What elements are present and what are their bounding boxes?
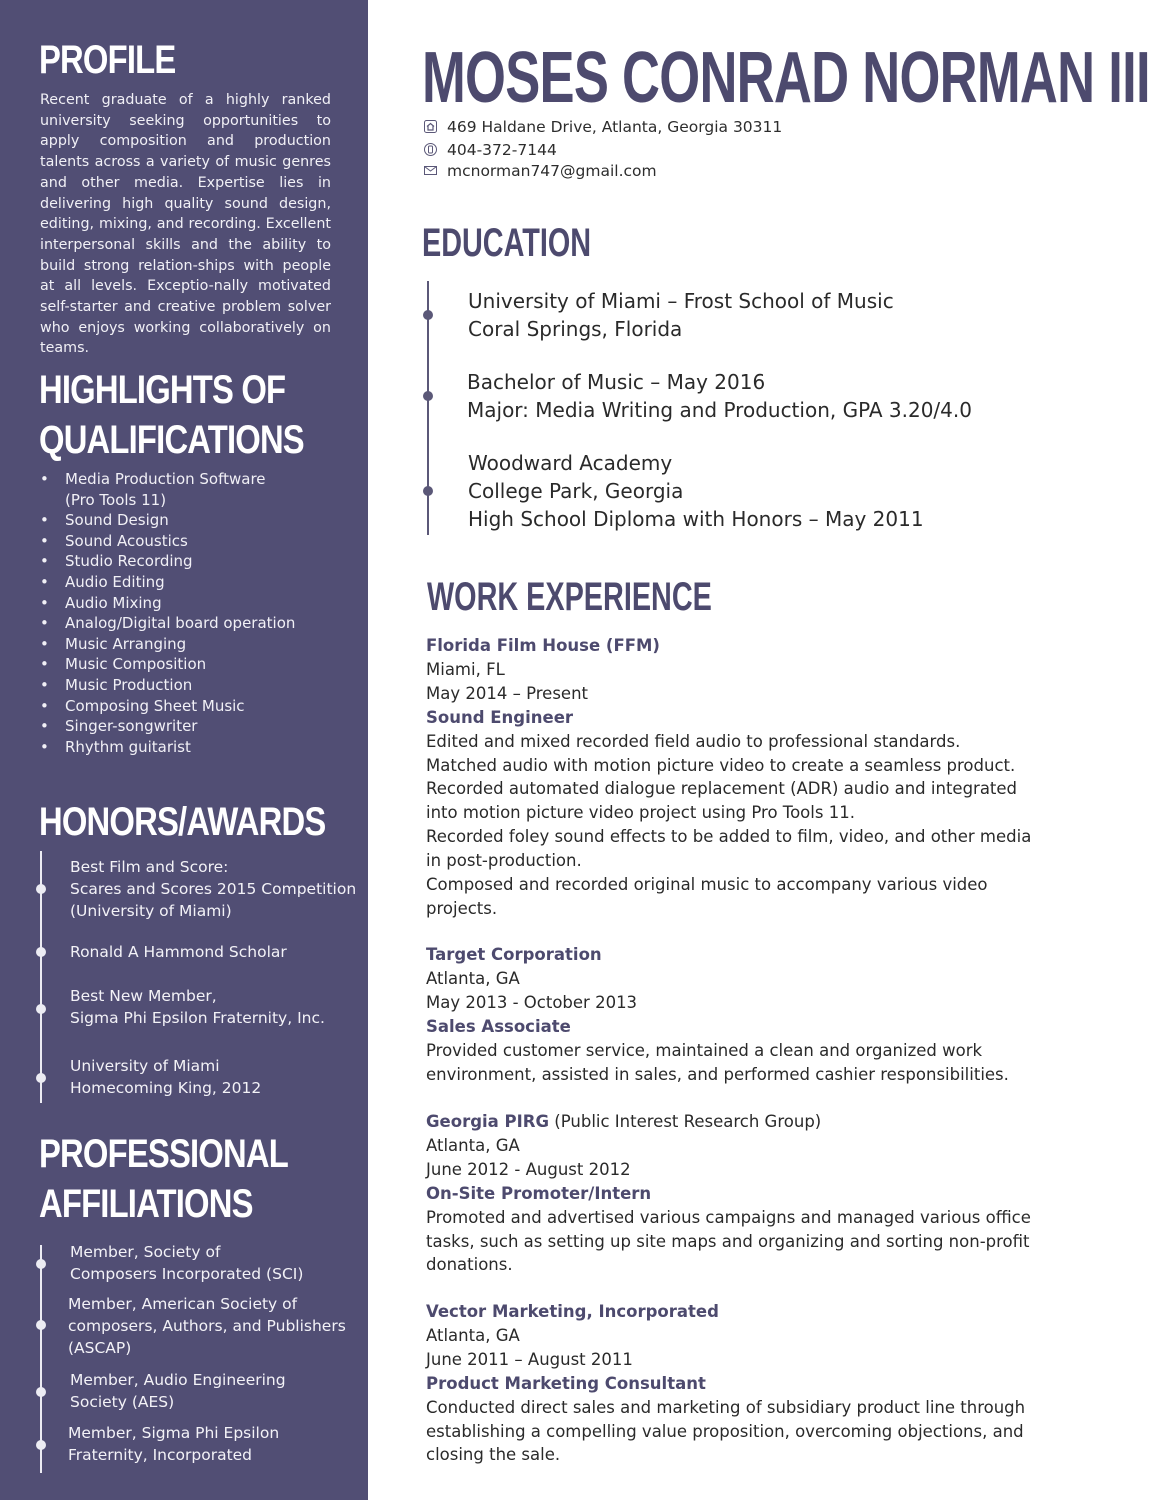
job-description: Provided customer service, maintained a clean and organized work environment, assisted in sales, and performed cashier responsibilities. (426, 1040, 1009, 1084)
company-name: Vector Marketing, Incorporated (426, 1302, 719, 1321)
applicant-name: MOSES CONRAD NORMAN III (422, 38, 1150, 118)
education-heading: EDUCATION (422, 221, 592, 265)
timeline-dot (36, 1440, 46, 1450)
home-icon (424, 120, 437, 133)
job-dates: June 2011 – August 2011 (426, 1349, 633, 1369)
education-entry: Bachelor of Music – May 2016 Major: Media Writing and Production, GPA 3.20/4.0 (467, 370, 972, 422)
job-dates: June 2012 - August 2012 (426, 1159, 631, 1179)
honors-heading: HONORS/AWARDS (39, 800, 326, 844)
education-entry: Woodward Academy College Park, Georgia High School Diploma with Honors – May 2011 (468, 451, 924, 531)
timeline-dot (36, 1073, 46, 1083)
job-location: Miami, FL (426, 659, 505, 679)
work-heading: WORK EXPERIENCE (427, 575, 712, 619)
timeline-dot (423, 310, 433, 320)
list-item: • Analog/Digital board operation (40, 613, 360, 634)
list-item: • Singer-songwriter (40, 716, 360, 737)
profile-text: Recent graduate of a highly ranked university seeking opportunities to apply composition and production talents across a variety of music genres and other media. Expertise lies in delivering high quality sound design, editing, mixing, and recording. Excellent interpersonal skills and the ability to build strong relation-ships with people at all levels. Exceptio-nally motivated self-starter and creative problem solver who enjoys working collaboratively on teams. (40, 92, 331, 357)
company-name: Target Corporation (426, 945, 602, 964)
list-item: • Music Production (40, 675, 360, 696)
contact-address: 469 Haldane Drive, Atlanta, Georgia 30311 (424, 117, 782, 137)
qualifications-list (40, 469, 360, 757)
qualifications-heading-line1: HIGHLIGHTS OF (39, 368, 286, 412)
list-item: • Sound Design (40, 510, 360, 531)
affiliation-item: Member, Audio Engineering Society (AES) (70, 1371, 286, 1411)
list-item: • Music Arranging (40, 634, 360, 655)
list-item: • Composing Sheet Music (40, 696, 360, 717)
job-description: Conducted direct sales and marketing of subsidiary product line through establishing a compelling value proposition, overcoming objections, and closing the sale. (426, 1397, 1026, 1465)
affiliation-item: Member, Sigma Phi Epsilon Fraternity, Incorporated (68, 1424, 280, 1464)
job-entry: Georgia PIRG (Public Interest Research Group) Atlanta, GA June 2012 - August 2012 On-Site Promoter/Intern Promoted and advertised various campaigns and managed various office tasks, such as setting up site maps and organizing and sorting non-profit donations. (426, 1110, 1036, 1277)
job-dates: May 2013 - October 2013 (426, 992, 638, 1012)
job-title: Sound Engineer (426, 707, 574, 727)
timeline-dot (36, 1259, 46, 1269)
company-name: Georgia PIRG (426, 1112, 550, 1131)
job-entry (426, 634, 1036, 921)
contact-phone: 404-372-7144 (424, 140, 557, 160)
honor-item: University of Miami Homecoming King, 2012 (70, 1057, 262, 1097)
affiliations-timeline-line (40, 1245, 42, 1473)
job-location: Atlanta, GA (426, 1135, 520, 1155)
qualifications-heading-line2: QUALIFICATIONS (39, 418, 304, 462)
job-description: Edited and mixed recorded field audio to professional standards. Matched audio with motion picture video to create a seamless product. Recorded automated dialogue replacement (ADR) audio and integrated into motion picture video project using Pro Tools 11. Recorded foley sound effects to be added to film, video, and other media in post-production. Composed and recorded original music to accompany various video projects. (426, 731, 1032, 918)
job-dates: May 2014 – Present (426, 683, 588, 703)
job-entry (426, 1300, 1036, 1467)
timeline-dot (423, 486, 433, 496)
timeline-dot (36, 947, 46, 957)
job-title: Product Marketing Consultant (426, 1373, 706, 1393)
contact-email: mcnorman747@gmail.com (424, 161, 657, 181)
list-item: • Audio Editing (40, 572, 360, 593)
job-description: Promoted and advertised various campaigns and managed various office tasks, such as setting up site maps and organizing and sorting non-profit donations. (426, 1207, 1031, 1275)
timeline-dot (36, 884, 46, 894)
affiliations-heading-line1: PROFESSIONAL (39, 1132, 288, 1176)
list-item: • Audio Mixing (40, 593, 360, 614)
list-item: • Studio Recording (40, 551, 360, 572)
timeline-dot (36, 1004, 46, 1014)
phone-icon (424, 143, 437, 156)
honor-item: Ronald A Hammond Scholar (70, 943, 287, 961)
list-item: • Rhythm guitarist (40, 737, 360, 758)
affiliations-heading-line2: AFFILIATIONS (39, 1182, 253, 1226)
education-entry: University of Miami – Frost School of Music Coral Springs, Florida (468, 289, 894, 341)
envelope-icon (424, 164, 437, 177)
honor-item: Best New Member, Sigma Phi Epsilon Fraternity, Inc. (70, 987, 325, 1027)
job-location: Atlanta, GA (426, 968, 520, 988)
job-title: Sales Associate (426, 1016, 571, 1036)
job-location: Atlanta, GA (426, 1325, 520, 1345)
affiliation-item: Member, Society of Composers Incorporated (SCI) (70, 1243, 304, 1283)
profile-heading: PROFILE (39, 38, 176, 82)
affiliation-item: Member, American Society of composers, Authors, and Publishers (ASCAP) (68, 1295, 346, 1357)
sidebar (0, 0, 368, 1500)
honor-item: Best Film and Score: Scares and Scores 2015 Competition (University of Miami) (70, 858, 357, 920)
timeline-dot (423, 391, 433, 401)
list-item: • Media Production Software (Pro Tools 11) (40, 469, 360, 510)
list-item: • Music Composition (40, 654, 360, 675)
timeline-dot (36, 1320, 46, 1330)
company-name: Florida Film House (FFM) (426, 636, 660, 655)
timeline-dot (36, 1387, 46, 1397)
job-entry (426, 943, 1036, 1086)
job-title: On-Site Promoter/Intern (426, 1183, 652, 1203)
list-item: • Sound Acoustics (40, 531, 360, 552)
